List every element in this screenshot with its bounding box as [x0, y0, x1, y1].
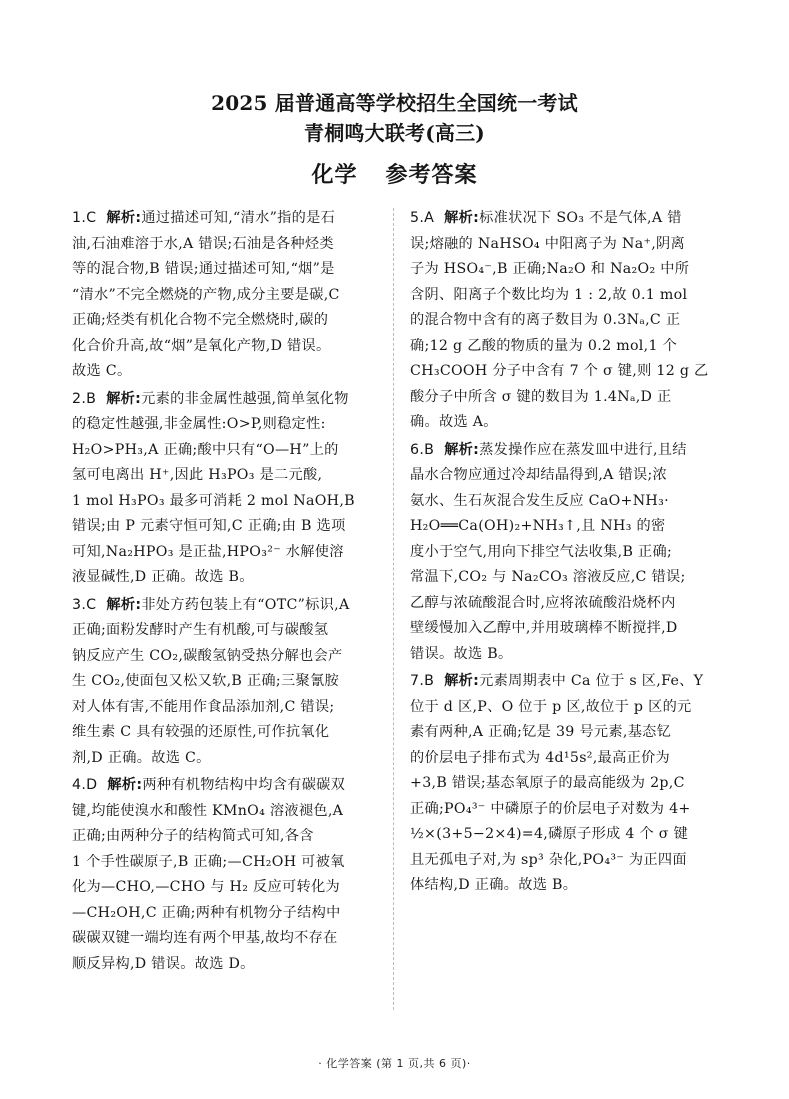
analysis-text-line: ½×(3+5−2×4)=4,磷原子形成 4 个 σ 键 — [410, 826, 689, 842]
question-number: 7. — [410, 673, 425, 689]
analysis-text-line: 液显碱性,D 正确。故选 B。 — [72, 569, 254, 585]
analysis-text-line: 正确;PO₄³⁻ 中磷原子的价层电子对数为 4+ — [410, 800, 691, 817]
analysis-text-line: 错误;由 P 元素守恒可知,C 正确;由 B 选项 — [72, 518, 346, 534]
answer-heading — [0, 161, 789, 191]
answer-item — [410, 206, 740, 436]
analysis-text-line: 正确;面粉发酵时产生有机酸,可与碳酸氢 — [72, 622, 329, 638]
analysis-label: 解析: — [106, 210, 142, 226]
page-header — [0, 89, 789, 191]
right-column — [410, 206, 740, 901]
answer-item — [72, 593, 404, 772]
analysis-text-line: 子为 HSO₄⁻,B 正确;Na₂O 和 Na₂O₂ 中所 — [410, 261, 690, 277]
analysis-text-line: 体结构,D 正确。故选 B。 — [410, 877, 578, 893]
analysis-label: 解析: — [444, 673, 480, 689]
question-number: 2. — [72, 390, 87, 407]
exam-title: 2025 届普通高等学校招生全国统一考试 — [211, 91, 578, 115]
question-number: 1. — [72, 210, 87, 226]
analysis-text-line: 钠反应产生 CO₂,碳酸氢钠受热分解也会产 — [72, 647, 343, 664]
answer-choice: D — [86, 777, 98, 793]
analysis-text-line: H₂O>PH₃,A 正确;酸中只有“O—H”上的 — [72, 441, 339, 458]
analysis-text-line: 的价层电子排布式为 4d¹5s²,最高正价为 — [410, 749, 671, 766]
answer-item — [72, 773, 404, 977]
analysis-text-line: 氢可电离出 H⁺,因此 H₃PO₃ 是二元酸, — [72, 467, 323, 483]
answer-choice: C — [86, 210, 97, 226]
analysis-text-line: 氨水、生石灰混合发生反应 CaO+NH₃· — [410, 492, 669, 509]
analysis-text-line: 的混合物中含有的离子数目为 0.3Nₐ,C 正 — [410, 312, 681, 328]
analysis-text-line: 生 CO₂,使面包又松又软,B 正确;三聚氰胺 — [72, 673, 339, 689]
analysis-text-line: 确。故选 A。 — [410, 414, 498, 430]
exam-subtitle: 青桐鸣大联考(高三) — [304, 121, 485, 145]
analysis-text-line: 且无孤电子对,为 sp³ 杂化,PO₄³⁻ 为正四面 — [410, 851, 687, 868]
analysis-text-line: H₂O══Ca(OH)₂+NH₃↑,且 NH₃ 的密 — [410, 518, 666, 534]
analysis-label: 解析: — [107, 777, 143, 793]
analysis-text-line: 正确;由两种分子的结构简式可知,各含 — [72, 828, 314, 844]
answer-item — [72, 387, 404, 591]
analysis-text-line: 素有两种,A 正确;钇是 39 号元素,基态钇 — [410, 724, 672, 740]
analysis-text-line: 元素的非金属性越强,简单氢化物 — [141, 390, 349, 407]
analysis-text-line: 碳碳双键一端均连有两个甲基,故均不存在 — [72, 930, 338, 946]
analysis-text-line: 1 个手性碳原子,B 正确;—CH₂OH 可被氧 — [72, 853, 345, 870]
question-number: 6. — [410, 441, 425, 458]
answer-choice: B — [424, 673, 435, 689]
analysis-text-line: 乙醇与浓硫酸混合时,应将浓硫酸沿烧杯内 — [410, 594, 676, 611]
answer-item — [410, 438, 740, 668]
analysis-text-line: 的稳定性越强,非金属性:O>P,则稳定性: — [72, 416, 326, 432]
analysis-text-line: 位于 d 区,P、O 位于 p 区,故位于 p 区的元 — [410, 698, 692, 715]
analysis-text-line: 通过描述可知,“清水”指的是石 — [141, 210, 336, 226]
analysis-text-line: 错误。故选 B。 — [410, 645, 513, 662]
analysis-text-line: +3,B 错误;基态氧原子的最高能级为 2p,C — [410, 775, 685, 791]
analysis-text-line: 维生素 C 具有较强的还原性,可作抗氧化 — [72, 724, 330, 740]
analysis-text-line: 酸分子中所含 σ 键的数目为 1.4Nₐ,D 正 — [410, 388, 672, 405]
analysis-text-line: 正确;烃类有机化合物不完全燃烧时,碳的 — [72, 312, 329, 328]
analysis-label: 解析: — [444, 441, 480, 458]
page-footer: · 化学答案 (第 1 页,共 6 页)· — [318, 1057, 471, 1070]
analysis-text-line: 油,石油难溶于水,A 错误;石油是各种烃类 — [72, 235, 334, 252]
analysis-text-line: 标准状况下 SO₃ 不是气体,A 错 — [479, 210, 682, 226]
left-column — [72, 206, 404, 979]
analysis-text-line: 两种有机物结构中均含有碳碳双 — [142, 777, 346, 793]
analysis-label: 解析: — [106, 390, 142, 407]
answer-choice: B — [86, 390, 97, 407]
analysis-text-line: 常温下,CO₂ 与 Na₂CO₃ 溶液反应,C 错误; — [410, 569, 686, 585]
analysis-label: 解析: — [444, 210, 480, 226]
analysis-text-line: 晶水合物应通过冷却结晶得到,A 错误;浓 — [410, 467, 668, 483]
analysis-label: 解析: — [106, 596, 142, 613]
analysis-text-line: CH₃COOH 分子中含有 7 个 σ 键,则 12 g 乙 — [410, 363, 709, 379]
column-divider — [393, 208, 394, 1010]
analysis-text-line: 剂,D 正确。故选 C。 — [72, 749, 211, 766]
analysis-text-line: 确;12 g 乙酸的物质的量为 0.2 mol,1 个 — [410, 337, 678, 354]
analysis-text-line: 蒸发操作应在蒸发皿中进行,且结 — [479, 441, 687, 458]
analysis-text-line: 误;熔融的 NaHSO₄ 中阳离子为 Na⁺,阴离 — [410, 235, 686, 252]
answer-item — [410, 669, 740, 899]
analysis-text-line: 度小于空气,用向下排空气法收集,B 正确; — [410, 543, 673, 560]
question-number: 4. — [72, 777, 87, 793]
analysis-text-line: “清水”不完全燃烧的产物,成分主要是碳,C — [72, 286, 340, 303]
subject-name: 化学 — [311, 163, 358, 188]
answer-choice: C — [86, 596, 97, 613]
analysis-text-line: 1 mol H₃PO₃ 最多可消耗 2 mol NaOH,B — [72, 492, 355, 509]
analysis-text-line: 对人体有害,不能用作食品添加剂,C 错误; — [72, 698, 335, 715]
analysis-text-line: —CH₂OH,C 正确;两种有机物分子结构中 — [72, 904, 341, 921]
analysis-text-line: 键,均能使溴水和酸性 KMnO₄ 溶液褪色,A — [72, 802, 344, 819]
doc-type: 参考答案 — [385, 163, 478, 188]
answer-choice: A — [424, 210, 435, 226]
analysis-text-line: 化合价升高,故“烟”是氧化产物,D 错误。 — [72, 337, 331, 354]
answer-item — [72, 206, 404, 385]
analysis-text-line: 含阴、阳离子个数比均为 1 : 2,故 0.1 mol — [410, 286, 688, 303]
analysis-text-line: 化为—CHO,—CHO 与 H₂ 反应可转化为 — [72, 879, 340, 895]
question-number: 5. — [410, 210, 425, 226]
analysis-text-line: 元素周期表中 Ca 位于 s 区,Fe、Y — [479, 673, 704, 689]
question-number: 3. — [72, 596, 87, 613]
analysis-text-line: 故选 C。 — [72, 363, 132, 379]
analysis-text-line: 可知,Na₂HPO₃ 是正盐,HPO₃²⁻ 水解使溶 — [72, 543, 344, 560]
analysis-text-line: 顺反异构,D 错误。故选 D。 — [72, 955, 255, 972]
analysis-text-line: 壁缓慢加入乙醇中,并用玻璃棒不断搅拌,D — [410, 620, 678, 636]
answer-choice: B — [424, 441, 435, 458]
analysis-text-line: 非处方药包装上有“OTC”标识,A — [141, 596, 350, 613]
analysis-text-line: 等的混合物,B 错误;通过描述可知,“烟”是 — [72, 261, 335, 277]
